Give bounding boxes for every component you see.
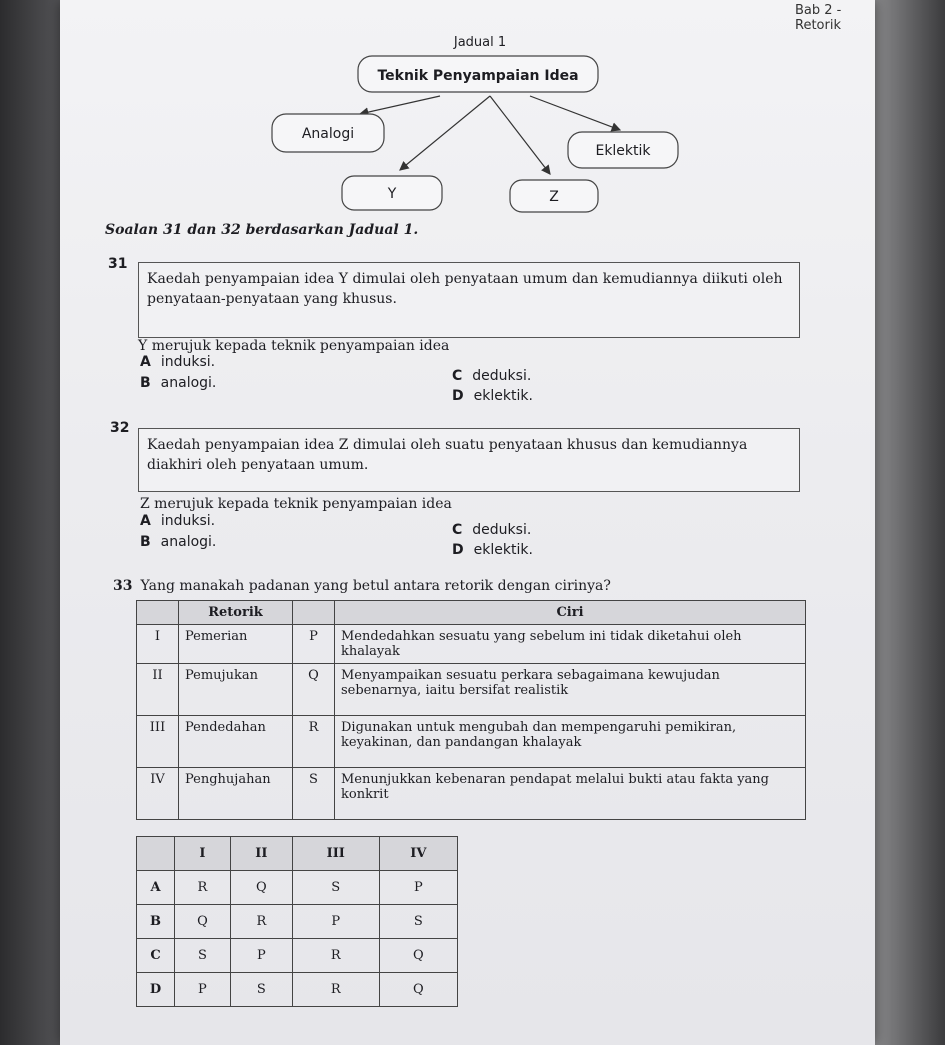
q33-answer-table — [136, 836, 458, 1007]
intro-text: Soalan 31 dan 32 berdasarkan Jadual 1. — [105, 222, 419, 238]
table-row: IV Penghujahan S Menunjukkan kebenaran pendapat melalui bukti atau fakta yang konkrit — [137, 768, 806, 820]
q32-stem-box: Kaedah penyampaian idea Z dimulai oleh suatu penyataan khusus dan kemudiannya diakhiri oleh penyataan umum. — [138, 428, 800, 492]
diagram-title: Jadual 1 — [453, 35, 507, 50]
y-node-label: Y — [387, 186, 397, 202]
q32-option-d[interactable]: D eklektik. — [452, 542, 533, 558]
q32-number: 32 — [110, 420, 130, 436]
q31-question: Y merujuk kepada teknik penyampaian idea — [138, 338, 450, 354]
arrow-to-eklektik — [530, 96, 620, 130]
q31-option-b[interactable]: B analogi. — [140, 375, 217, 391]
answer-option-a[interactable]: A R Q S P — [137, 871, 458, 905]
q31-option-d[interactable]: D eklektik. — [452, 388, 533, 404]
q31-option-c[interactable]: C deduksi. — [452, 368, 532, 384]
q32-question: Z merujuk kepada teknik penyampaian idea — [140, 496, 452, 512]
header-retorik: Retorik — [179, 601, 293, 625]
answer-option-d[interactable]: D P S R Q — [137, 973, 458, 1007]
answer-option-c[interactable]: C S P R Q — [137, 939, 458, 973]
q32-option-b[interactable]: B analogi. — [140, 534, 217, 550]
diagram-jadual-1 — [60, 0, 875, 230]
table-row: III Pendedahan R Digunakan untuk mengubah dan mempengaruhi pemikiran, keyakinan, dan pandangan khalayak — [137, 716, 806, 768]
arrow-to-analogi — [360, 96, 440, 114]
z-node-label: Z — [549, 189, 559, 205]
q31-stem-box: Kaedah penyampaian idea Y dimulai oleh penyataan umum dan kemudiannya diikuti oleh penyataan-penyataan yang khusus. — [138, 262, 800, 338]
table-row: I Pemerian P Mendedahkan sesuatu yang sebelum ini tidak diketahui oleh khalayak — [137, 625, 806, 664]
q31-option-a[interactable]: A induksi. — [140, 354, 216, 370]
exam-page — [60, 0, 875, 1045]
q33-table-header-row — [137, 601, 806, 625]
q32-option-c[interactable]: C deduksi. — [452, 522, 532, 538]
q31-number: 31 — [108, 256, 128, 272]
header-ciri: Ciri — [335, 601, 806, 625]
arrow-to-z — [490, 96, 550, 174]
chapter-header: Bab 2 - Retorik — [795, 3, 842, 33]
answer-option-b[interactable]: B Q R P S — [137, 905, 458, 939]
root-node-label: Teknik Penyampaian Idea — [377, 68, 579, 84]
q33-stem: 33 Yang manakah padanan yang betul antara retorik dengan cirinya? — [113, 578, 611, 594]
background-right — [875, 0, 945, 1045]
analogi-node-label: Analogi — [301, 126, 355, 142]
q32-option-a[interactable]: A induksi. — [140, 513, 216, 529]
arrow-to-y — [400, 96, 490, 170]
answer-header-row: I II III IV — [137, 837, 458, 871]
eklektik-node-label: Eklektik — [595, 143, 651, 159]
table-row: II Pemujukan Q Menyampaikan sesuatu perkara sebagaimana kewujudan sebenarnya, iaitu bersifat realistik — [137, 664, 806, 716]
q33-rhetoric-table — [136, 600, 806, 820]
